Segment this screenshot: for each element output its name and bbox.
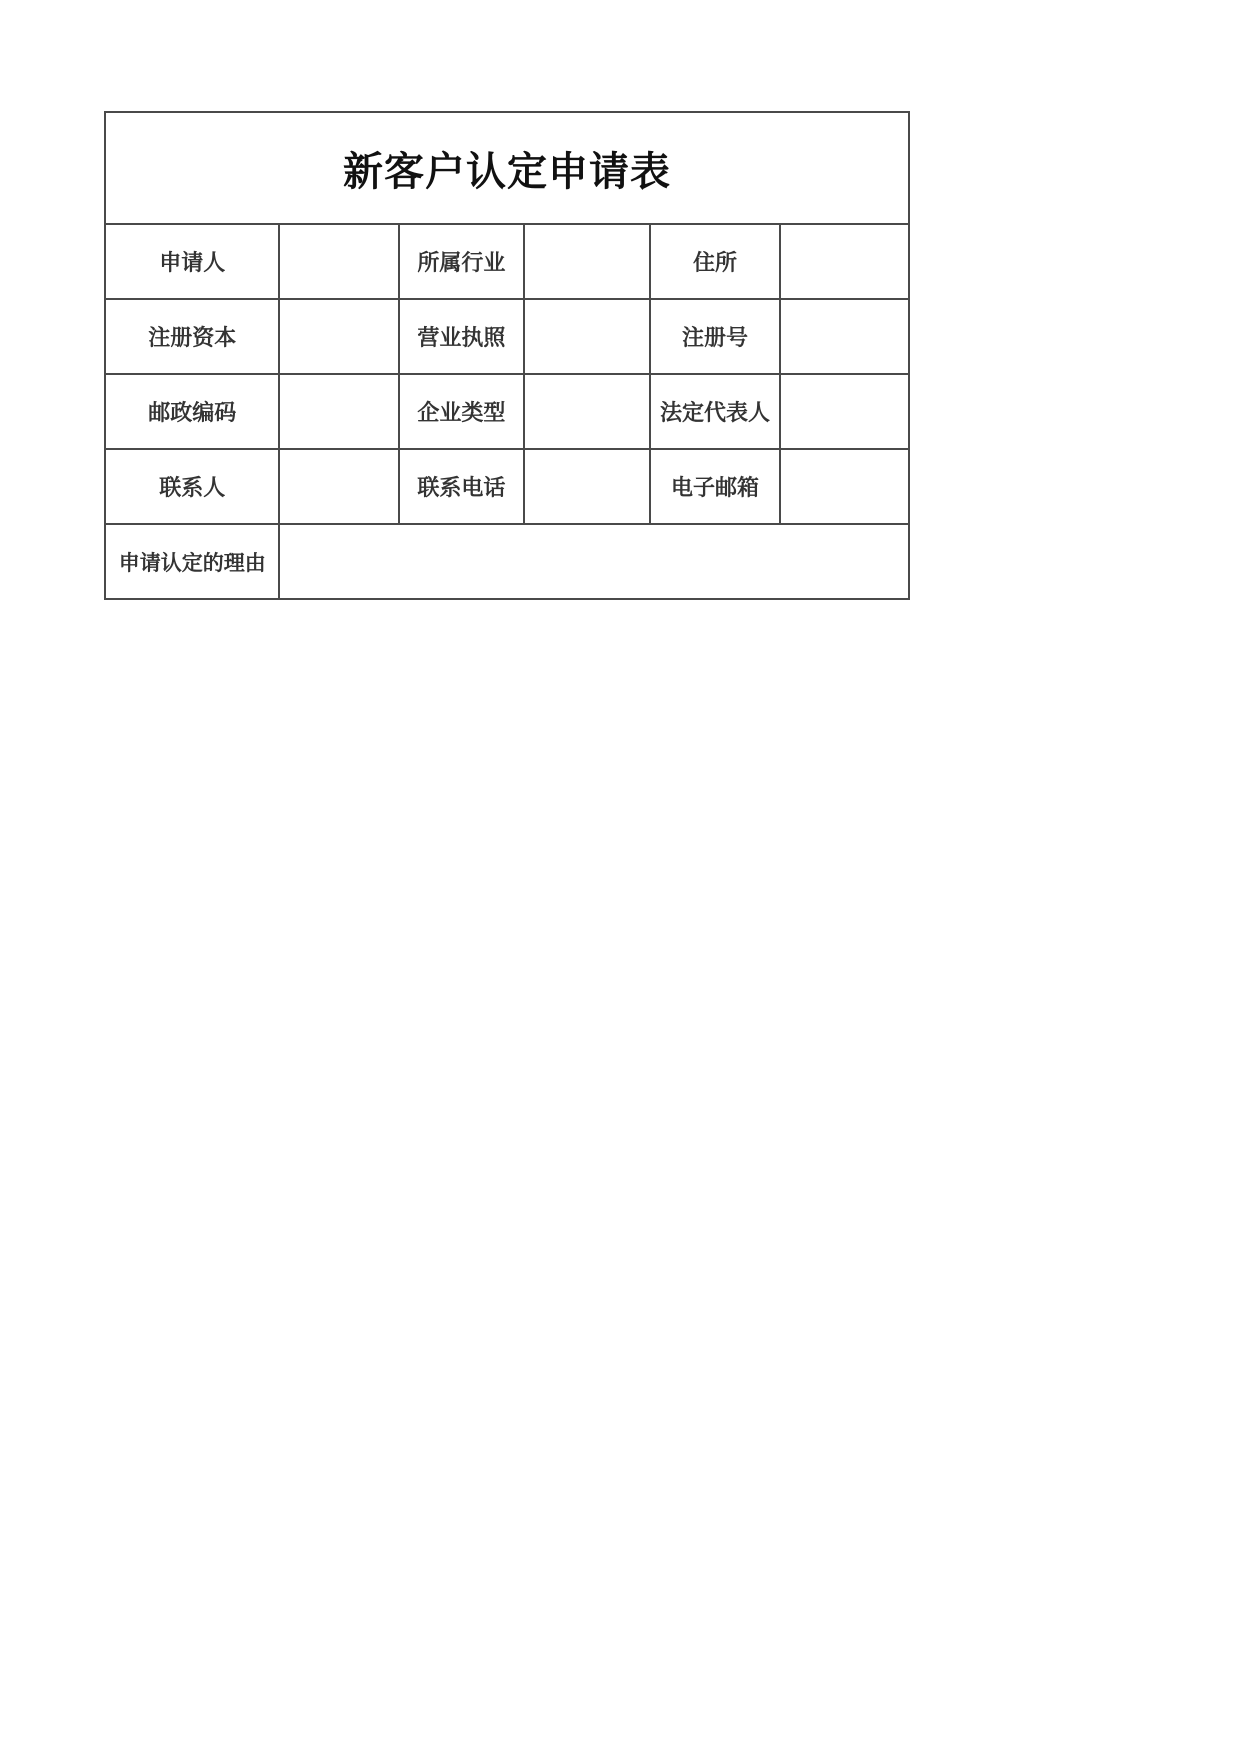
table-row bbox=[105, 449, 909, 524]
label-registered-capital: 注册资本 bbox=[105, 299, 279, 374]
field-contact-person[interactable] bbox=[279, 449, 398, 524]
field-registration-number[interactable] bbox=[780, 299, 909, 374]
field-legal-representative[interactable] bbox=[780, 374, 909, 449]
field-registered-capital[interactable] bbox=[279, 299, 398, 374]
table-row bbox=[105, 524, 909, 599]
label-registration-number: 注册号 bbox=[650, 299, 779, 374]
title-row bbox=[105, 112, 909, 224]
label-email: 电子邮箱 bbox=[650, 449, 779, 524]
label-address: 住所 bbox=[650, 224, 779, 299]
label-postal-code: 邮政编码 bbox=[105, 374, 279, 449]
field-postal-code[interactable] bbox=[279, 374, 398, 449]
field-contact-phone[interactable] bbox=[524, 449, 650, 524]
table-row bbox=[105, 374, 909, 449]
label-industry: 所属行业 bbox=[399, 224, 524, 299]
table-row bbox=[105, 224, 909, 299]
label-contact-person: 联系人 bbox=[105, 449, 279, 524]
field-enterprise-type[interactable] bbox=[524, 374, 650, 449]
field-application-reason[interactable] bbox=[279, 524, 909, 599]
label-legal-representative: 法定代表人 bbox=[650, 374, 779, 449]
application-form-table bbox=[104, 111, 910, 600]
field-industry[interactable] bbox=[524, 224, 650, 299]
field-address[interactable] bbox=[780, 224, 909, 299]
field-applicant[interactable] bbox=[279, 224, 398, 299]
label-contact-phone: 联系电话 bbox=[399, 449, 524, 524]
label-business-license: 营业执照 bbox=[399, 299, 524, 374]
label-application-reason: 申请认定的理由 bbox=[105, 524, 279, 599]
field-business-license[interactable] bbox=[524, 299, 650, 374]
label-enterprise-type: 企业类型 bbox=[399, 374, 524, 449]
field-email[interactable] bbox=[780, 449, 909, 524]
form-title: 新客户认定申请表 bbox=[105, 112, 909, 224]
label-applicant: 申请人 bbox=[105, 224, 279, 299]
table-row bbox=[105, 299, 909, 374]
